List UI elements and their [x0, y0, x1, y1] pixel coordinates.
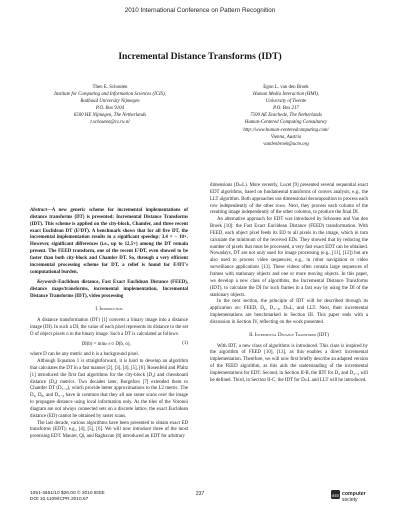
- author-affiliation-line: Radboud University Nijmegen: [80, 99, 140, 105]
- author-affiliation-line: Institute for Computing and Information Sciences (ICIS),: [54, 92, 166, 98]
- keywords-label: Keywords: [37, 280, 57, 286]
- author-affiliation-line: Human-Centered Computing Consultancy: [244, 120, 328, 126]
- author-block-2: [200, 84, 372, 148]
- paragraph: where D can be any metric and b is a background pixel.: [30, 352, 139, 358]
- abstract-text: —A new generic scheme for incremental implementations of distance transforms (DT) is presented: Incremental Distance Transforms (IDT). This scheme is applied on the city-block, Chamfer, and three recent exact Euclidean DT (E²DT). A benchmark shows that for all five DT, the incremental implementation results in a significant speedup: 3.4 × − 10×. However, significant differences (i.e., up to 12.5×) among the DT remain present. The FEED transform, one of the recent E²DT, even showed to be faster than both city-block and Chamfer DT. So, through a very efficient incremental processing scheme for DT, a relief is found for E²DT's computational burden.: [30, 208, 188, 275]
- abstract: [30, 208, 188, 276]
- author-affiliation-line: 7500 AE Enschede, The Netherlands: [250, 113, 322, 119]
- ieee-computer-society-logo: [330, 487, 372, 505]
- author-affiliation-line: P.O. Box 9104: [95, 106, 125, 112]
- logo-text-computer: computer: [342, 491, 366, 497]
- footer-doi: DOI 10.1109/ICPR.2010.67: [30, 497, 89, 503]
- author-email: vandenbroek@acm.org: [263, 141, 309, 147]
- equation: [30, 341, 188, 349]
- paragraph: Although Equation 1 is straightforward, it is hard to develop an algorithm that calculates the DT in a fast manner [2], [3], [4], [5], [6]. Rosenfeld and Pfaltz [1] introduced the first fast algorithms for the city-block (D₄) and chessboard distance (D₈) metrics. Two decades later, Borgefors [7] extended them to Chamfer DT (D₃₋₄), which provide better approximations to the L2 metric. The D₄, D₈, and D₃₋₄ have in common that they all use raster scans over the image to propagate distance using local information only. As the tiles of the Voronoi diagram are not always connected sets on a discrete lattice, the exact Euclidean distance (ED) cannot be obtained by raster scans.: [30, 359, 188, 419]
- right-column: [210, 183, 368, 385]
- author-block-1: [24, 84, 196, 127]
- author-affiliation-line: University of Twente: [265, 99, 307, 105]
- keywords-text: -Euclidean distance, Fast Exact Euclidean Distance (FEED), distance maps/transforms, incremental implementation, Incremental Distance Transforms (IDT), video processing: [30, 280, 188, 300]
- equation-rhs: D(b, o),: [115, 342, 131, 348]
- section-heading: I. Introduction: [95, 306, 123, 312]
- paper-title: Incremental Distance Transforms (IDT): [118, 51, 282, 62]
- equation-subscript: o ∈ O: [105, 342, 115, 347]
- equation-lhs: DI(b): [81, 342, 93, 348]
- author-url: http://www.human-centeredcomputing.com/: [243, 127, 329, 133]
- paragraph: In the next section, the principle of IDT will be described through its application on: FEED, D₄, D₃₋₄, DₘL, and LLT. Next, their incremental implementations are benchmarked in Section III. This paper ends with a discussion in Section IV, reflecting on the work presented.: [210, 299, 368, 325]
- equation-number: (1): [182, 341, 188, 347]
- author-affiliation-line: Human Media Interaction (HMI),: [252, 92, 319, 98]
- author-affiliation-line: Vienna, Austria: [270, 134, 302, 140]
- equation-min: min: [97, 342, 106, 348]
- paragraph: dimensions (DₘL). More recently, Lucet [9] presented several sequential exact EDT algorithms, based on fundamental transforms of convex analysis; e.g., the LLT algorithm. Both approaches use dimensional decomposition to process each row independently of the other rows. Next, they process each column of the resulting image independently of the other columns, to produce the final DI.: [210, 183, 368, 216]
- left-column: [30, 208, 188, 441]
- paragraph: An alternative approach for EDT was introduced by Schouten and Van den Broek [10]: the Fast Exact Euclidean Distance (FEED) transformation. With FEED, each object pixel feeds its ED to all pixels in the image, which in turn calculate the minimum of the received EDs. They showed that by reducing the number of pixels that must be processed, a very fast exact EDT can be obtained. Nowadays, DT are not only used for image processing (e.g., [11], [12]) but are also used to process video sequences; e.g., in robot navigation or video surveillance applications [13]. These videos often contain large sequences of frames with stationary objects and one or more moving objects. In this paper, we develop a new class of algorithms, the Incremental Distance Transforms (IDT), to calculate the DI for such frames in a fast way by using the DI of the stationary objects.: [210, 217, 368, 298]
- author-affiliation-line: 6500 HE Nijmegen, The Netherlands: [73, 113, 147, 119]
- logo-text-society: society: [342, 497, 358, 503]
- logo-prefix: IEEE: [331, 494, 340, 498]
- author-name: Egon L. van den Broek: [263, 85, 309, 90]
- author-name: Theo E. Schouten: [92, 85, 128, 90]
- section-heading: II. Incremental Distance Transforms (IDT): [249, 332, 329, 338]
- author-email: t.schouten@cs.ru.nl: [90, 120, 130, 126]
- footer-isbn: 1051-4651/10 $26.00 © 2010 IEEE: [30, 491, 105, 496]
- keywords: [30, 280, 188, 301]
- abstract-label: Abstract: [30, 208, 47, 213]
- computer-society-logo-icon: [330, 487, 372, 505]
- paragraph: A distance transformation (DT) [1] converts a binary image into a distance image (DI). In such a DI, the value of each pixel represents its distance to the set O of object pixels o in the binary image. Such a DT is calculated as follows:: [30, 317, 188, 337]
- paragraph: The last decade, various algorithms have been presented to obtain exact ED transforms (EDT); e.g., [4], [5], [6]. We will now introduce three of the most promising EDT. Maurer, Qi, and Raghavan [8] introduced an EDT for arbitrary: [30, 420, 188, 440]
- conference-header: 2010 International Conference on Pattern Recognition: [124, 7, 276, 14]
- author-affiliation-line: P.O. Box 217: [273, 106, 299, 112]
- equation-equals: =: [93, 342, 97, 348]
- paragraph: With IDT, a new class of algorithms is introduced. This class is inspired by the algorithm of FEED [10], [13], as this enables a direct incremental implementation. Therefore, we will now first briefly describe an adapted version of the FEED algorithm, as this aids the understanding of the incremental implementations for EDT. Second, in Section II-B, the IDT for D₄ and D₃₋₄ will be defined. Third, in Section II-C, the IDT for DₘL and LLT will be introduced.: [210, 343, 368, 383]
- page-number: 237: [195, 491, 205, 497]
